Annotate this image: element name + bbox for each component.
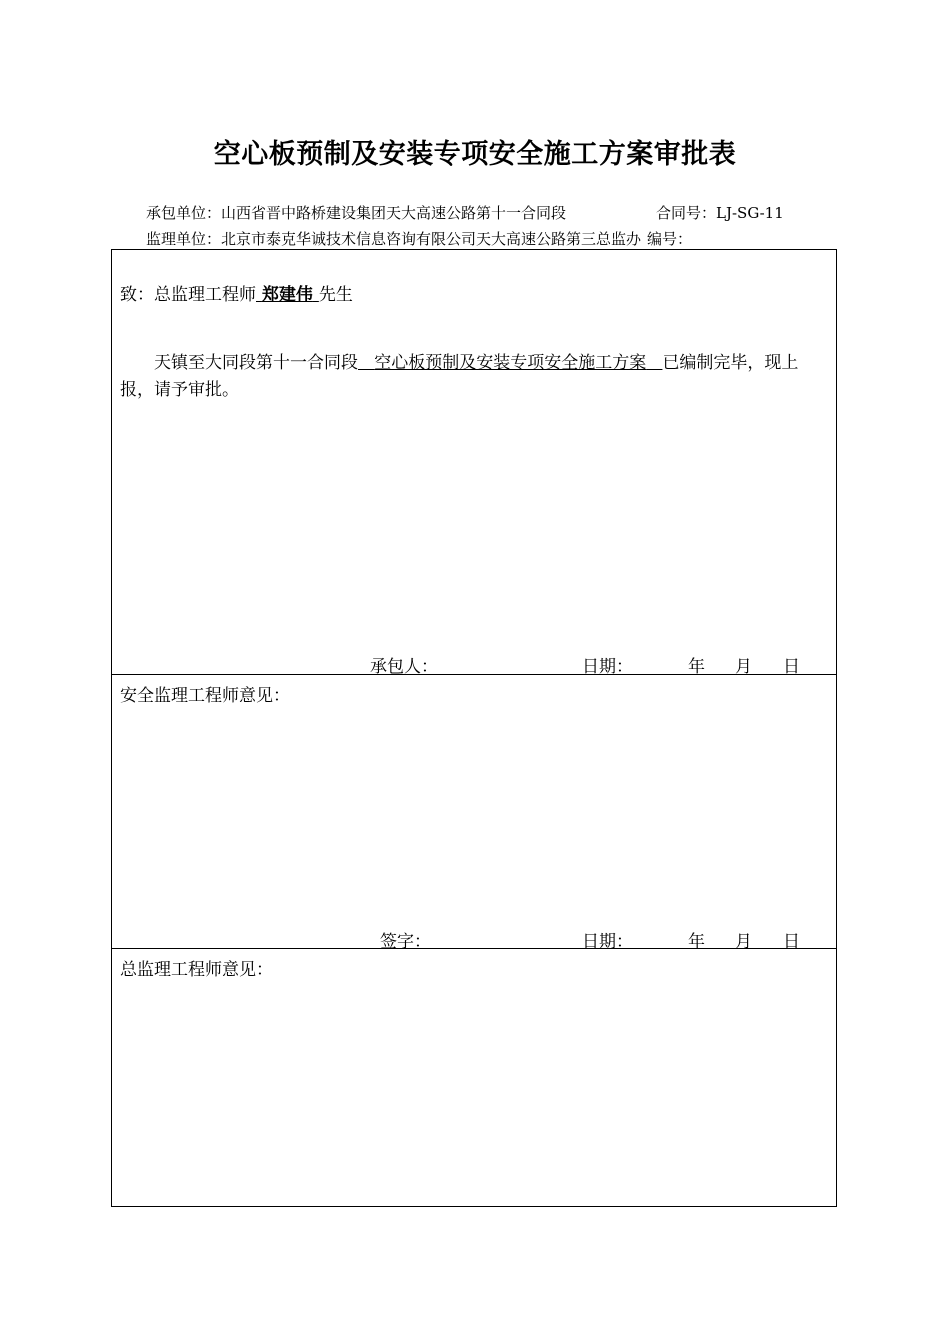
month-label: 月 [735, 932, 752, 952]
approval-form [111, 249, 837, 1207]
contract-number [656, 202, 784, 223]
body-prefix: 天镇至大同段第十一合同段 [154, 353, 358, 373]
addressee-suffix: 先生 [318, 285, 353, 305]
supervisor-line [146, 228, 692, 249]
date-label: 日期： [582, 932, 633, 952]
safety-opinion-heading: 安全监理工程师意见： [120, 686, 290, 706]
plan-name: 空心板预制及安装专项安全施工方案 [374, 353, 647, 373]
year-label: 年 [688, 657, 705, 677]
addressee-line [120, 280, 353, 305]
chief-engineer-section [112, 948, 836, 1206]
signature-label: 签字： [380, 932, 431, 952]
engineer-name: 郑建伟 [261, 285, 313, 305]
supervisor-label: 监理单位： [146, 230, 222, 248]
year-label: 年 [688, 932, 705, 952]
day-label: 日 [783, 657, 800, 677]
month-label: 月 [735, 657, 752, 677]
day-label: 日 [783, 932, 800, 952]
contractor-line [146, 202, 784, 223]
safety-engineer-section [112, 674, 836, 952]
contract-number-value: LJ-SG-11 [716, 204, 784, 222]
contractor-label: 承包单位： [146, 204, 222, 222]
date-label: 日期： [582, 657, 633, 677]
contract-number-label: 合同号： [656, 204, 717, 222]
supervisor-value: 北京市泰克华诚技术信息咨询有限公司天大高速公路第三总监办 [221, 230, 642, 248]
contractor-value: 山西省晋中路桥建设集团天大高速公路第十一合同段 [221, 204, 567, 222]
body-suffix: 已编制完毕，现上报，请予审批。 [120, 353, 799, 400]
submission-body [120, 350, 832, 404]
page-title: 空心板预制及安装专项安全施工方案审批表 [213, 139, 737, 170]
chief-opinion-heading: 总监理工程师意见： [120, 960, 273, 980]
addressee-prefix: 致：总监理工程师 [120, 285, 256, 305]
submission-section [112, 250, 836, 677]
contractor-sign-label: 承包人： [370, 657, 438, 677]
number-label: 编号： [647, 230, 693, 248]
